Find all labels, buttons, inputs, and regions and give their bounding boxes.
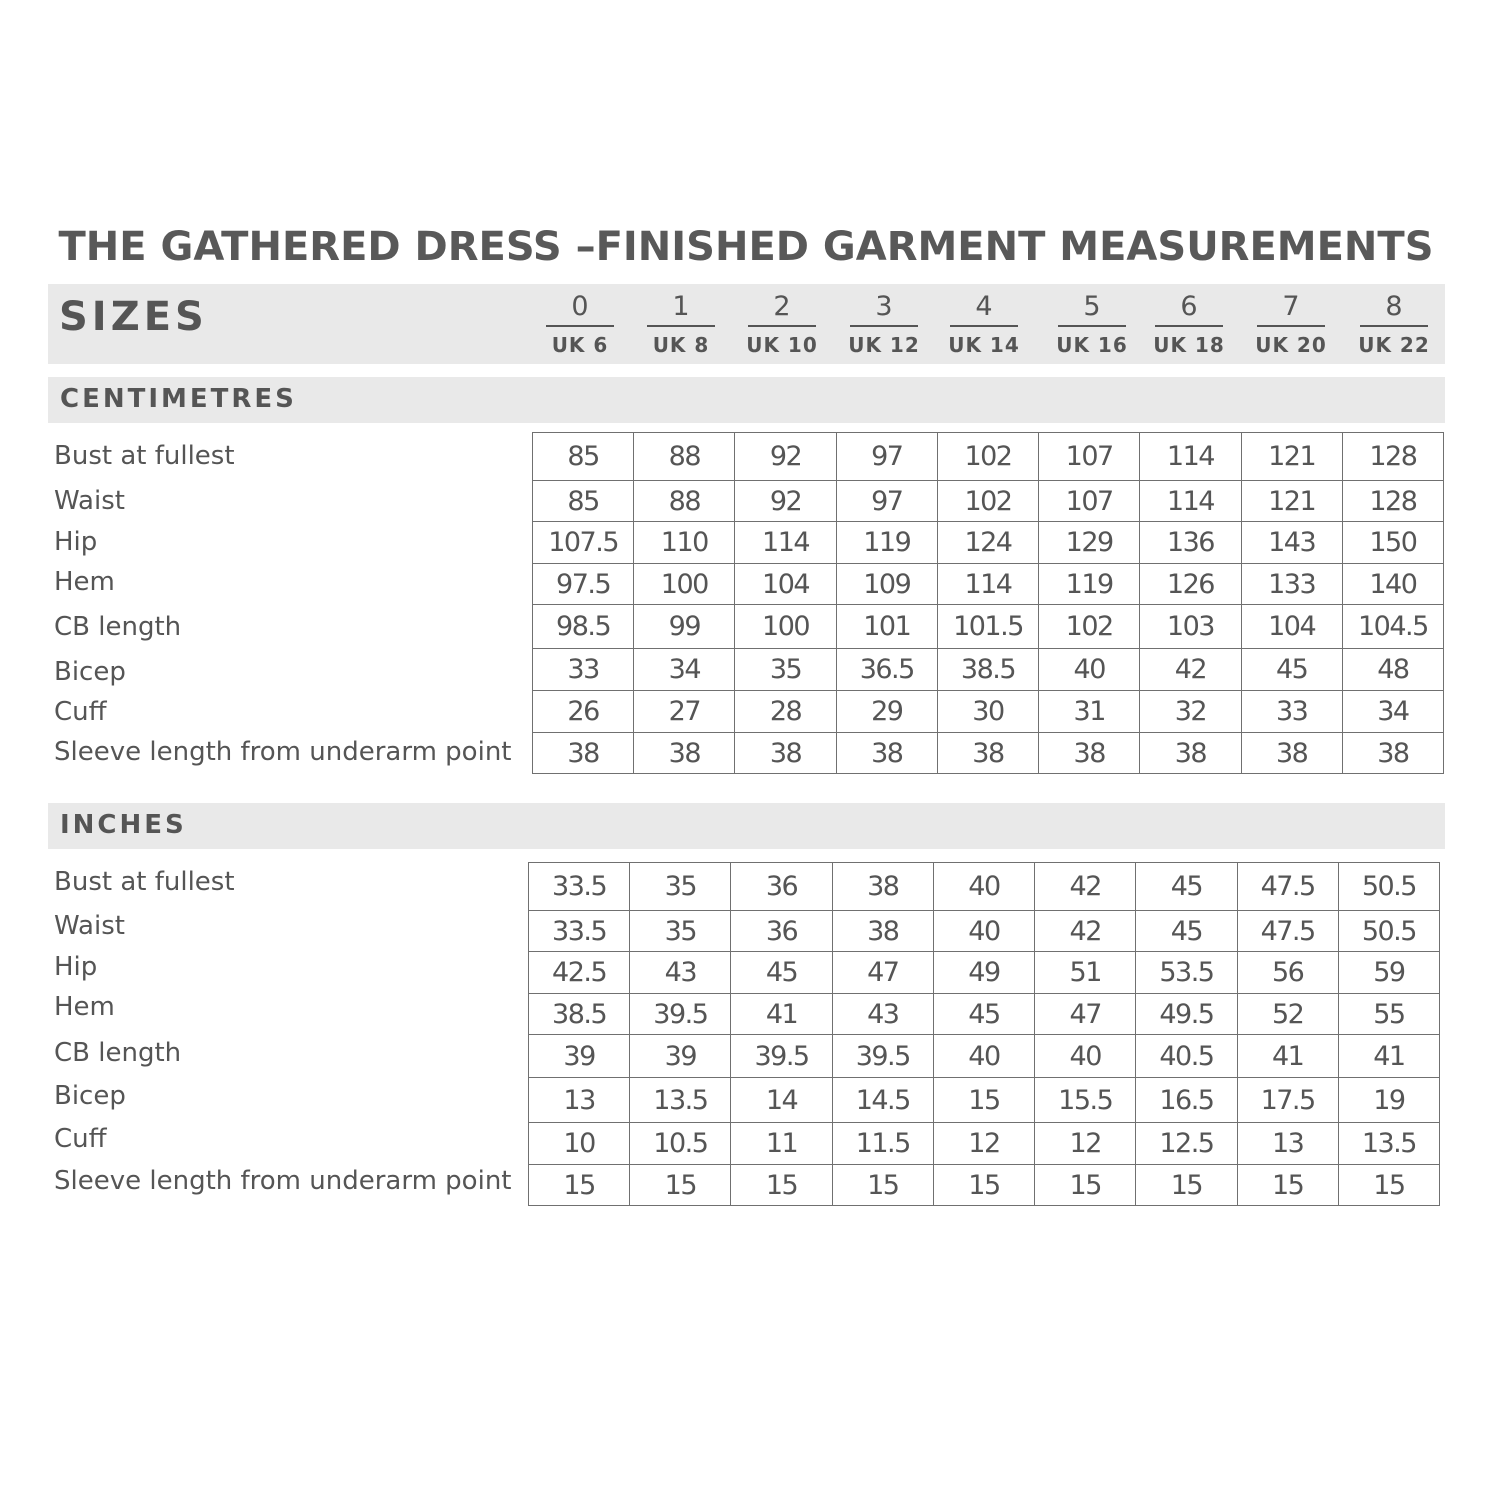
table-cell: 12 — [933, 1123, 1034, 1165]
table-cell: 114 — [1140, 481, 1241, 522]
table-cell: 42 — [1035, 863, 1136, 911]
table-cell: 128 — [1342, 481, 1443, 522]
table-cell: 97 — [836, 433, 937, 481]
table-cell: 48 — [1342, 649, 1443, 691]
table-cell: 32 — [1140, 691, 1241, 733]
table-cell: 10.5 — [630, 1123, 731, 1165]
sizes-header-band — [48, 284, 1445, 364]
table-row — [529, 1123, 1440, 1165]
inches-section-label: INCHES — [60, 810, 187, 840]
table-cell: 119 — [836, 522, 937, 564]
row-label: Bust at fullest — [54, 867, 235, 897]
sizes-label: SIZES — [59, 294, 208, 340]
table-cell: 15 — [933, 1165, 1034, 1206]
table-row — [533, 564, 1444, 605]
table-cell: 36.5 — [836, 649, 937, 691]
table-cell: 129 — [1039, 522, 1140, 564]
size-number: 1 — [672, 291, 690, 322]
table-cell: 107 — [1039, 433, 1140, 481]
table-cell: 40.5 — [1136, 1035, 1237, 1078]
table-cell: 15 — [1035, 1165, 1136, 1206]
size-divider-line — [1360, 325, 1428, 327]
table-cell: 41 — [731, 994, 832, 1035]
table-cell: 88 — [634, 481, 735, 522]
table-cell: 42 — [1140, 649, 1241, 691]
table-cell: 50.5 — [1338, 911, 1439, 952]
table-cell: 38.5 — [529, 994, 630, 1035]
row-label: Hem — [54, 992, 115, 1022]
size-number: 4 — [975, 291, 993, 322]
size-divider-line — [850, 325, 918, 327]
size-divider-line — [748, 325, 816, 327]
table-cell: 97 — [836, 481, 937, 522]
size-number: 0 — [571, 291, 589, 322]
table-row — [533, 522, 1444, 564]
table-cell: 33 — [1241, 691, 1342, 733]
table-cell: 34 — [1342, 691, 1443, 733]
table-cell: 98.5 — [533, 605, 634, 649]
table-cell: 39 — [529, 1035, 630, 1078]
table-cell: 15.5 — [1035, 1078, 1136, 1123]
table-row — [529, 863, 1440, 911]
table-cell: 33.5 — [529, 911, 630, 952]
size-column — [535, 292, 625, 357]
table-cell: 36 — [731, 911, 832, 952]
table-cell: 47 — [832, 952, 933, 994]
row-label: CB length — [54, 612, 182, 642]
table-cell: 11.5 — [832, 1123, 933, 1165]
size-uk-label: UK 6 — [551, 333, 609, 357]
table-cell: 12 — [1035, 1123, 1136, 1165]
table-cell: 55 — [1338, 994, 1439, 1035]
table-cell: 85 — [533, 433, 634, 481]
table-cell: 42.5 — [529, 952, 630, 994]
size-divider-line — [647, 325, 715, 327]
table-cell: 114 — [937, 564, 1038, 605]
table-cell: 52 — [1237, 994, 1338, 1035]
centimetres-section-label: CENTIMETRES — [60, 384, 297, 414]
table-cell: 47.5 — [1237, 863, 1338, 911]
table-cell: 45 — [731, 952, 832, 994]
inches-table — [528, 862, 1440, 1206]
table-cell: 101 — [836, 605, 937, 649]
table-cell: 15 — [1136, 1165, 1237, 1206]
table-row — [529, 1035, 1440, 1078]
table-cell: 16.5 — [1136, 1078, 1237, 1123]
table-row — [529, 994, 1440, 1035]
size-column — [1246, 292, 1336, 357]
table-cell: 109 — [836, 564, 937, 605]
table-cell: 136 — [1140, 522, 1241, 564]
table-cell: 47.5 — [1237, 911, 1338, 952]
table-cell: 38 — [937, 733, 1038, 774]
table-cell: 126 — [1140, 564, 1241, 605]
table-cell: 35 — [630, 911, 731, 952]
table-cell: 38 — [832, 863, 933, 911]
table-cell: 92 — [735, 433, 836, 481]
table-cell: 102 — [937, 433, 1038, 481]
row-label: Hip — [54, 952, 98, 982]
table-cell: 38 — [1342, 733, 1443, 774]
centimetres-section-band — [48, 377, 1445, 423]
table-cell: 100 — [634, 564, 735, 605]
table-cell: 39 — [630, 1035, 731, 1078]
table-cell: 43 — [832, 994, 933, 1035]
table-cell: 15 — [1237, 1165, 1338, 1206]
table-cell: 150 — [1342, 522, 1443, 564]
table-row — [533, 433, 1444, 481]
table-cell: 15 — [630, 1165, 731, 1206]
table-cell: 15 — [933, 1078, 1034, 1123]
table-cell: 14 — [731, 1078, 832, 1123]
row-label: Waist — [54, 486, 125, 516]
table-cell: 97.5 — [533, 564, 634, 605]
table-row — [533, 691, 1444, 733]
table-cell: 38 — [1140, 733, 1241, 774]
size-divider-line — [950, 325, 1018, 327]
page-title: THE GATHERED DRESS –FINISHED GARMENT MEASUREMENTS — [58, 224, 1434, 270]
table-cell: 38 — [1241, 733, 1342, 774]
table-cell: 38 — [832, 911, 933, 952]
table-cell: 104.5 — [1342, 605, 1443, 649]
size-uk-label: UK 16 — [1056, 333, 1128, 357]
table-row — [529, 911, 1440, 952]
table-cell: 29 — [836, 691, 937, 733]
size-uk-label: UK 8 — [652, 333, 710, 357]
table-cell: 38 — [1039, 733, 1140, 774]
row-label: Sleeve length from underarm point — [54, 737, 512, 767]
table-cell: 121 — [1241, 433, 1342, 481]
table-cell: 107 — [1039, 481, 1140, 522]
table-cell: 45 — [1136, 911, 1237, 952]
table-cell: 92 — [735, 481, 836, 522]
table-cell: 39.5 — [731, 1035, 832, 1078]
table-cell: 38 — [634, 733, 735, 774]
table-cell: 41 — [1338, 1035, 1439, 1078]
size-uk-label: UK 20 — [1255, 333, 1327, 357]
size-column — [939, 292, 1029, 357]
table-cell: 17.5 — [1237, 1078, 1338, 1123]
table-cell: 13 — [1237, 1123, 1338, 1165]
size-number: 2 — [773, 291, 791, 322]
row-label: Bicep — [54, 1081, 126, 1111]
centimetres-table — [532, 432, 1444, 774]
table-cell: 102 — [937, 481, 1038, 522]
table-cell: 104 — [735, 564, 836, 605]
size-column — [1349, 292, 1439, 357]
table-cell: 31 — [1039, 691, 1140, 733]
table-row — [533, 481, 1444, 522]
size-column — [737, 292, 827, 357]
table-cell: 15 — [832, 1165, 933, 1206]
table-cell: 85 — [533, 481, 634, 522]
size-column — [839, 292, 929, 357]
size-number: 8 — [1385, 291, 1403, 322]
table-cell: 56 — [1237, 952, 1338, 994]
table-cell: 110 — [634, 522, 735, 564]
table-cell: 49 — [933, 952, 1034, 994]
table-cell: 107.5 — [533, 522, 634, 564]
table-cell: 121 — [1241, 481, 1342, 522]
table-cell: 104 — [1241, 605, 1342, 649]
table-cell: 40 — [933, 1035, 1034, 1078]
table-cell: 39.5 — [630, 994, 731, 1035]
size-column — [1144, 292, 1234, 357]
row-label: Waist — [54, 911, 125, 941]
table-cell: 40 — [933, 863, 1034, 911]
table-cell: 38 — [533, 733, 634, 774]
table-cell: 45 — [1136, 863, 1237, 911]
table-row — [529, 952, 1440, 994]
size-number: 7 — [1282, 291, 1300, 322]
size-column — [1047, 292, 1137, 357]
size-uk-label: UK 10 — [746, 333, 818, 357]
table-cell: 39.5 — [832, 1035, 933, 1078]
table-cell: 53.5 — [1136, 952, 1237, 994]
table-cell: 128 — [1342, 433, 1443, 481]
table-cell: 35 — [735, 649, 836, 691]
table-cell: 33.5 — [529, 863, 630, 911]
row-label: Bicep — [54, 657, 126, 687]
table-cell: 35 — [630, 863, 731, 911]
size-divider-line — [1155, 325, 1223, 327]
table-cell: 38 — [735, 733, 836, 774]
table-cell: 27 — [634, 691, 735, 733]
row-label: Sleeve length from underarm point — [54, 1166, 512, 1196]
table-cell: 100 — [735, 605, 836, 649]
size-uk-label: UK 22 — [1358, 333, 1430, 357]
table-cell: 119 — [1039, 564, 1140, 605]
table-cell: 114 — [1140, 433, 1241, 481]
table-cell: 40 — [1035, 1035, 1136, 1078]
table-row — [529, 1165, 1440, 1206]
table-cell: 28 — [735, 691, 836, 733]
table-cell: 102 — [1039, 605, 1140, 649]
size-number: 3 — [875, 291, 893, 322]
table-cell: 15 — [529, 1165, 630, 1206]
table-cell: 49.5 — [1136, 994, 1237, 1035]
table-cell: 12.5 — [1136, 1123, 1237, 1165]
table-cell: 103 — [1140, 605, 1241, 649]
table-cell: 40 — [1039, 649, 1140, 691]
table-cell: 38.5 — [937, 649, 1038, 691]
table-cell: 13 — [529, 1078, 630, 1123]
table-cell: 124 — [937, 522, 1038, 564]
table-cell: 26 — [533, 691, 634, 733]
table-cell: 45 — [933, 994, 1034, 1035]
size-divider-line — [1257, 325, 1325, 327]
table-cell: 13.5 — [630, 1078, 731, 1123]
row-label: Hip — [54, 527, 98, 557]
row-label: CB length — [54, 1038, 182, 1068]
row-label: Cuff — [54, 697, 107, 727]
table-row — [529, 1078, 1440, 1123]
table-cell: 42 — [1035, 911, 1136, 952]
table-cell: 13.5 — [1338, 1123, 1439, 1165]
table-row — [533, 733, 1444, 774]
inches-section-band — [48, 803, 1445, 849]
size-uk-label: UK 14 — [948, 333, 1020, 357]
size-uk-label: UK 12 — [848, 333, 920, 357]
table-cell: 19 — [1338, 1078, 1439, 1123]
table-cell: 140 — [1342, 564, 1443, 605]
size-uk-label: UK 18 — [1153, 333, 1225, 357]
row-label: Bust at fullest — [54, 441, 235, 471]
table-cell: 38 — [836, 733, 937, 774]
table-cell: 41 — [1237, 1035, 1338, 1078]
table-cell: 33 — [533, 649, 634, 691]
size-number: 5 — [1083, 291, 1101, 322]
table-cell: 11 — [731, 1123, 832, 1165]
table-cell: 114 — [735, 522, 836, 564]
table-cell: 15 — [1338, 1165, 1439, 1206]
size-column — [636, 292, 726, 357]
table-row — [533, 605, 1444, 649]
size-number: 6 — [1180, 291, 1198, 322]
table-cell: 59 — [1338, 952, 1439, 994]
table-cell: 36 — [731, 863, 832, 911]
table-cell: 10 — [529, 1123, 630, 1165]
table-cell: 30 — [937, 691, 1038, 733]
table-cell: 43 — [630, 952, 731, 994]
table-cell: 15 — [731, 1165, 832, 1206]
table-cell: 101.5 — [937, 605, 1038, 649]
table-cell: 47 — [1035, 994, 1136, 1035]
table-cell: 40 — [933, 911, 1034, 952]
table-cell: 133 — [1241, 564, 1342, 605]
table-row — [533, 649, 1444, 691]
table-cell: 50.5 — [1338, 863, 1439, 911]
table-cell: 45 — [1241, 649, 1342, 691]
table-cell: 88 — [634, 433, 735, 481]
table-cell: 143 — [1241, 522, 1342, 564]
table-cell: 34 — [634, 649, 735, 691]
row-label: Hem — [54, 567, 115, 597]
size-divider-line — [1058, 325, 1126, 327]
table-cell: 99 — [634, 605, 735, 649]
table-cell: 51 — [1035, 952, 1136, 994]
size-divider-line — [546, 325, 614, 327]
row-label: Cuff — [54, 1124, 107, 1154]
table-cell: 14.5 — [832, 1078, 933, 1123]
